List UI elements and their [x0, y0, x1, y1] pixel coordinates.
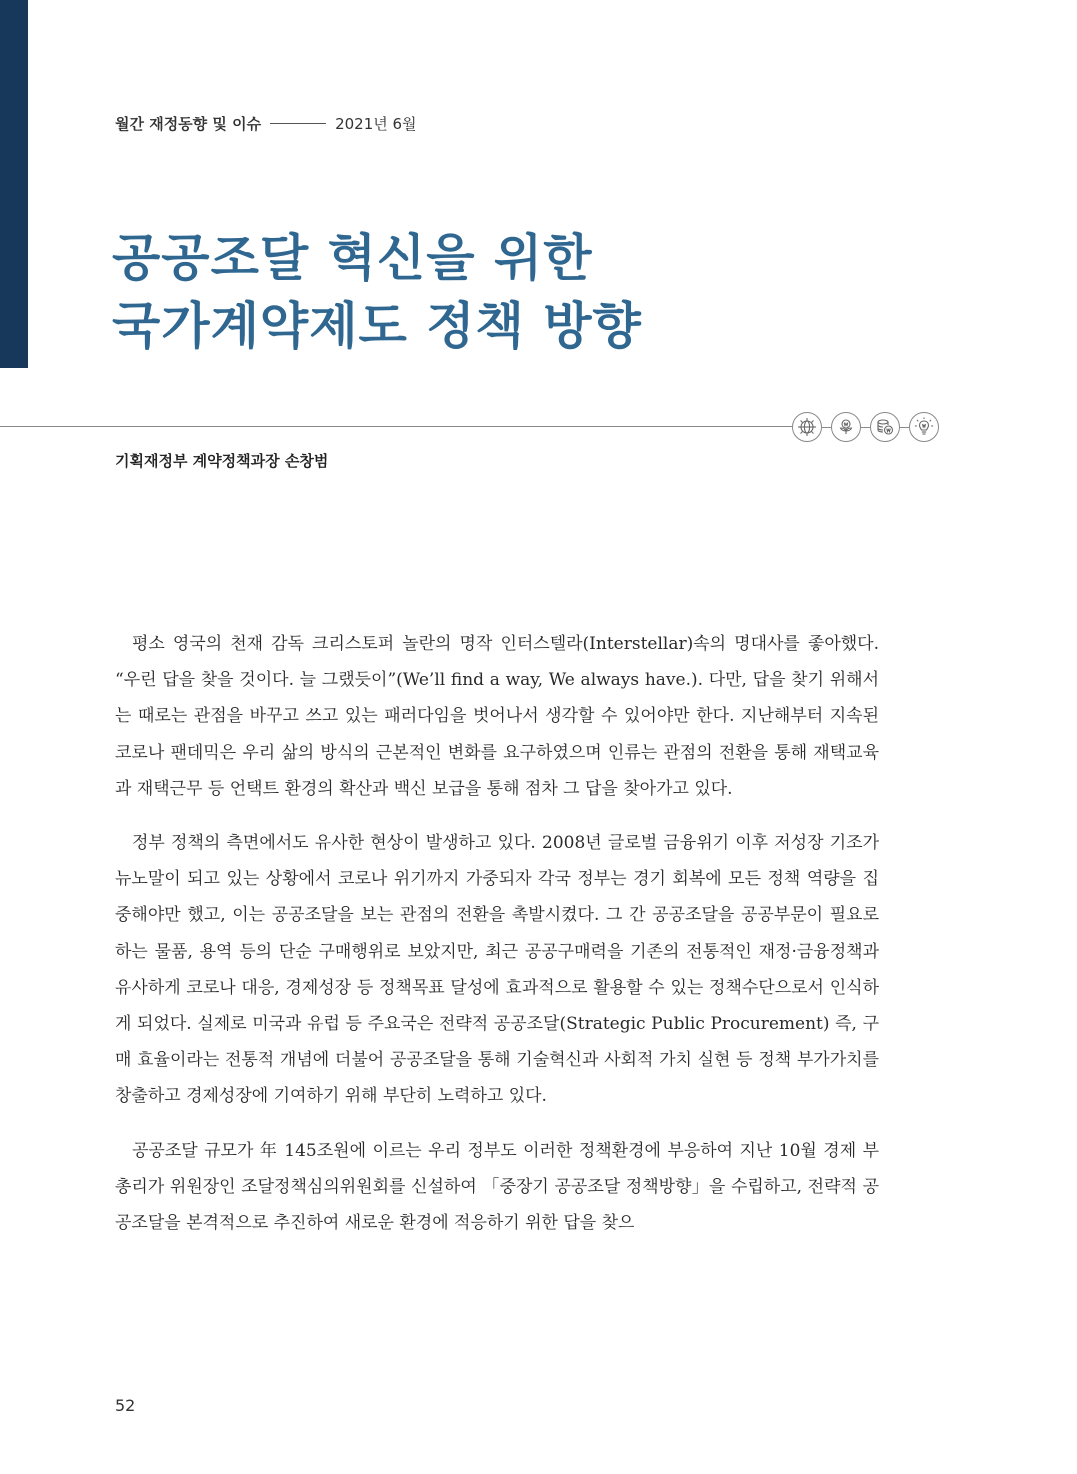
- running-header: [115, 113, 417, 134]
- icon-connector: [861, 427, 870, 428]
- article-title-line-2: 국가계약제도 정책 방향: [112, 297, 642, 355]
- article-body: [115, 626, 879, 1259]
- header-rule: [270, 123, 326, 124]
- theme-icon-row: [792, 410, 972, 444]
- icon-connector: [822, 427, 831, 428]
- paragraph: 공공조달 규모가 年 145조원에 이르는 우리 정부도 이러한 정책환경에 부응하여 지난 10월 경제 부총리가 위원장인 조달정책심의위원회를 신설하여 「중장기 공공조달 정책방향」을 수립하고, 전략적 공공조달을 본격적으로 추진하여 새로운 환경에 적응하기 위한 답을 찾으: [115, 1140, 879, 1234]
- icon-connector: [900, 427, 909, 428]
- side-accent-bar: [0, 0, 28, 368]
- issue-date: 2021년 6월: [335, 115, 417, 133]
- plant-coin-icon: [831, 412, 861, 442]
- coins-icon: [870, 412, 900, 442]
- lightbulb-icon: [909, 412, 939, 442]
- title-divider: [0, 426, 800, 427]
- globe-icon: [792, 412, 822, 442]
- author-byline: 기획재정부 계약정책과장 손창범: [115, 452, 329, 470]
- article-title-line-1: 공공조달 혁신을 위한: [112, 229, 593, 287]
- paragraph: 평소 영국의 천재 감독 크리스토퍼 놀란의 명작 인터스텔라(Interstellar)속의 명대사를 좋아했다. “우린 답을 찾을 것이다. 늘 그랬듯이”(We’ll find a way, We always have.). 다만, 답을 찾기 위해서는 때로는 관점을 바꾸고 쓰고 있는 패러다임을 벗어나서 생각할 수 있어야만 한다. 지난해부터 지속된 코로나 팬데믹은 우리 삶의 방식의 근본적인 변화를 요구하였으며 인류는 관점의 전환을 통해 재택교육과 재택근무 등 언택트 환경의 확산과 백신 보급을 통해 점차 그 답을 찾아가고 있다.: [115, 634, 879, 799]
- article-title: [112, 224, 642, 360]
- paragraph: 정부 정책의 측면에서도 유사한 현상이 발생하고 있다. 2008년 글로벌 금융위기 이후 저성장 기조가 뉴노말이 되고 있는 상황에서 코로나 위기까지 가중되자 각국 정부는 경기 회복에 모든 정책 역량을 집중해야만 했고, 이는 공공조달을 보는 관점의 전환을 촉발시켰다. 그 간 공공조달을 공공부문이 필요로 하는 물품, 용역 등의 단순 구매행위로 보았지만, 최근 공공구매력을 기존의 전통적인 재정·금융정책과 유사하게 코로나 대응, 경제성장 등 정책목표 달성에 효과적으로 활용할 수 있는 정책수단으로서 인식하게 되었다. 실제로 미국과 유럽 등 주요국은 전략적 공공조달(Strategic Public Procurement) 즉, 구매 효율이라는 전통적 개념에 더불어 공공조달을 통해 기술혁신과 사회적 가치 실현 등 정책 부가가치를 창출하고 경제성장에 기여하기 위해 부단히 노력하고 있다.: [115, 833, 879, 1107]
- series-title: 월간 재정동향 및 이슈: [115, 115, 262, 133]
- page-number: 52: [115, 1396, 136, 1415]
